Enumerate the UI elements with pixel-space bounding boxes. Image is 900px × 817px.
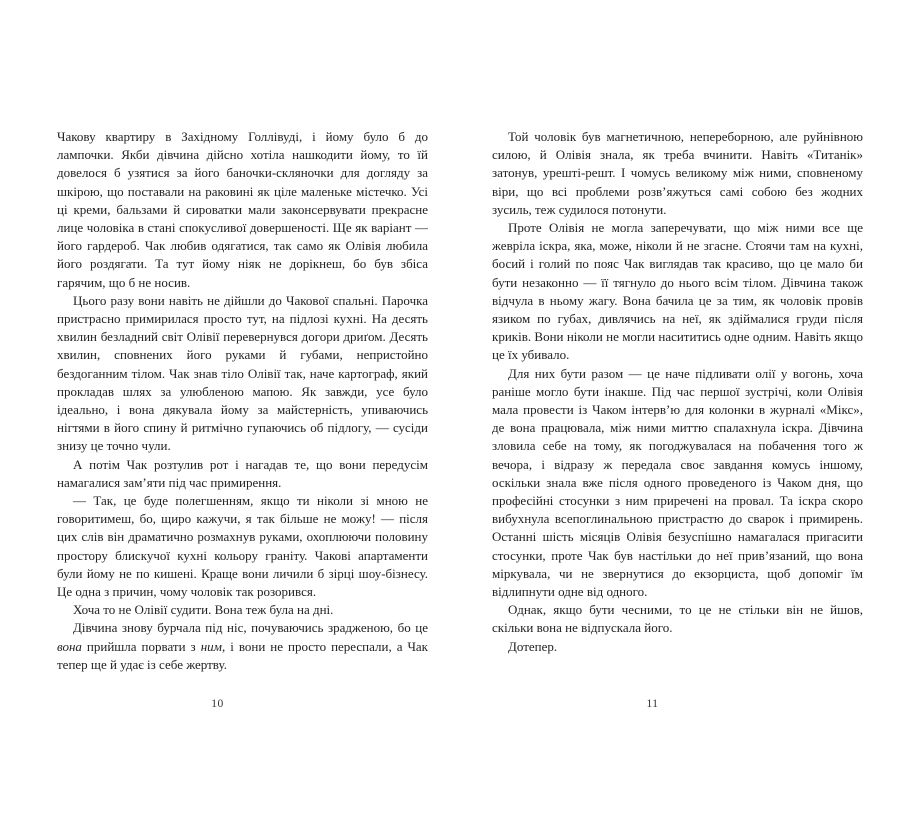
- page-right-text: [492, 128, 863, 673]
- paragraph: — Так, це буде полегшенням, якщо ти ніколи зі мною не говоритимеш, бо, щиро кажучи, я так більше не можу! — після цих слів він драматично розмахнув руками, охоплюючи половину простору блискучої кухні кольору граніту. Чакові апартаменти були йому не по кишені. Краще вони личили б зірці шоу-бізнесу. Це одна з причин, чому чоловік так розорився.: [57, 493, 428, 600]
- page-right: [492, 0, 863, 817]
- paragraph: А потім Чак розтулив рот і нагадав те, що вони передусім намагалися зам’яти під час примирення.: [57, 456, 428, 490]
- paragraph: Цього разу вони навіть не дійшли до Чакової спальні. Парочка пристрасно примирилася просто тут, на підлозі кухні. На десять хвилин безладний світ Олівії перевернувся догори дриґом. Десять хвилин, сповнених його руками й губами, непристойно бездоганним тілом. Чак знав тіло Олівії так, наче картограф, який прокладав шлях за улюбленою мапою. Як завжди, усе було ідеально, і вона дякувала йому за майстерність, упиваючись нігтями в його спину й ритмічно гупаючись об підлогу, — сусіди знизу це точно чули.: [57, 292, 428, 454]
- paragraph: Дотепер.: [508, 638, 558, 654]
- paragraph: Для них бути разом — це наче підливати олії у вогонь, хоча раніше могло бути інакше. Під час першої зустрічі, коли Олівія мала провести із Чаком інтерв’ю для колонки в журналі «Мікс», де вона працювала, між ними миттю спалахнула іскра. Дівчина зловила себе на тому, як погоджувалася на побачення того ж вечора, і відразу ж передала своє завдання комусь іншому, оскільки знала вже після одного проведеного із Чаком дня, що професійні стосунки з ним приречені на провал. Та іскра скоро вибухнула всепоглинальною пристрастю до сварок і примирень. Останні шість місяців Олівія безуспішно намагалася пригасити стосунки, проте Чак був настільки до неї прив’язаний, що вона міркувала, чи не звернутися до екзорциста, щоб допоміг їм відлипнути одне від одного.: [492, 365, 863, 600]
- paragraph: Проте Олівія не могла заперечувати, що між ними все ще жевріла іскра, яка, може, ніколи й не згасне. Стоячи там на кухні, босий і голий по пояс Чак виглядав так красиво, що це мало би бути незаконно — її тягнуло до нього всім тілом. Дівчина також відчула в ньому жагу. Вона бачила це за тим, як чоловік провів язиком по губах, дивлячись на неї, як здіймалися груди після криків. Вони ніколи не могли насититись одне одним. Навіть якщо це їх убивало.: [492, 220, 863, 363]
- page-left: [57, 0, 428, 817]
- page-left-text: [57, 128, 428, 673]
- page-number-right: 11: [646, 698, 659, 710]
- paragraph: Дівчина знову бурчала під ніс, почуваючись зрадженою, бо це вона прийшла порвати з ним, і вони не просто переспали, а Чак тепер ще й удає із себе жертву.: [57, 620, 428, 672]
- paragraph: Той чоловік був магнетичною, непереборною, але руйнівною силою, й Олівія знала, як треба вчинити. Навіть «Титанік» затонув, урешті-решт. І чомусь великому між ними, сповненому віри, що всі проблеми розв’яжуться самі собою без жодних зусиль, теж судилося потонути.: [492, 129, 863, 217]
- paragraph: Чакову квартиру в Західному Голлівуді, і йому було б до лампочки. Якби дівчина дійсно хотіла нашкодити йому, то їй довелося б узятися за його баночки-скляночки для догляду за шкірою, що поставали на раковині як ціле маленьке містечко. Усі ці креми, бальзами й сироватки мали законсервувати прекрасне лице чоловіка в стані спокусливої довершеності. Ще як варіант — його гардероб. Чак любив одягатися, так само як Олівія любила його роздягати. Та тут йому ніяк не дорікнеш, бо був збіса гарячим, що б не носив.: [57, 129, 428, 290]
- paragraph: Однак, якщо бути чесними, то це не стільки він не йшов, скільки вона не відпускала його.: [492, 602, 863, 636]
- page-number-left: 10: [211, 698, 224, 710]
- paragraph: Хоча то не Олівії судити. Вона теж була на дні.: [73, 602, 334, 618]
